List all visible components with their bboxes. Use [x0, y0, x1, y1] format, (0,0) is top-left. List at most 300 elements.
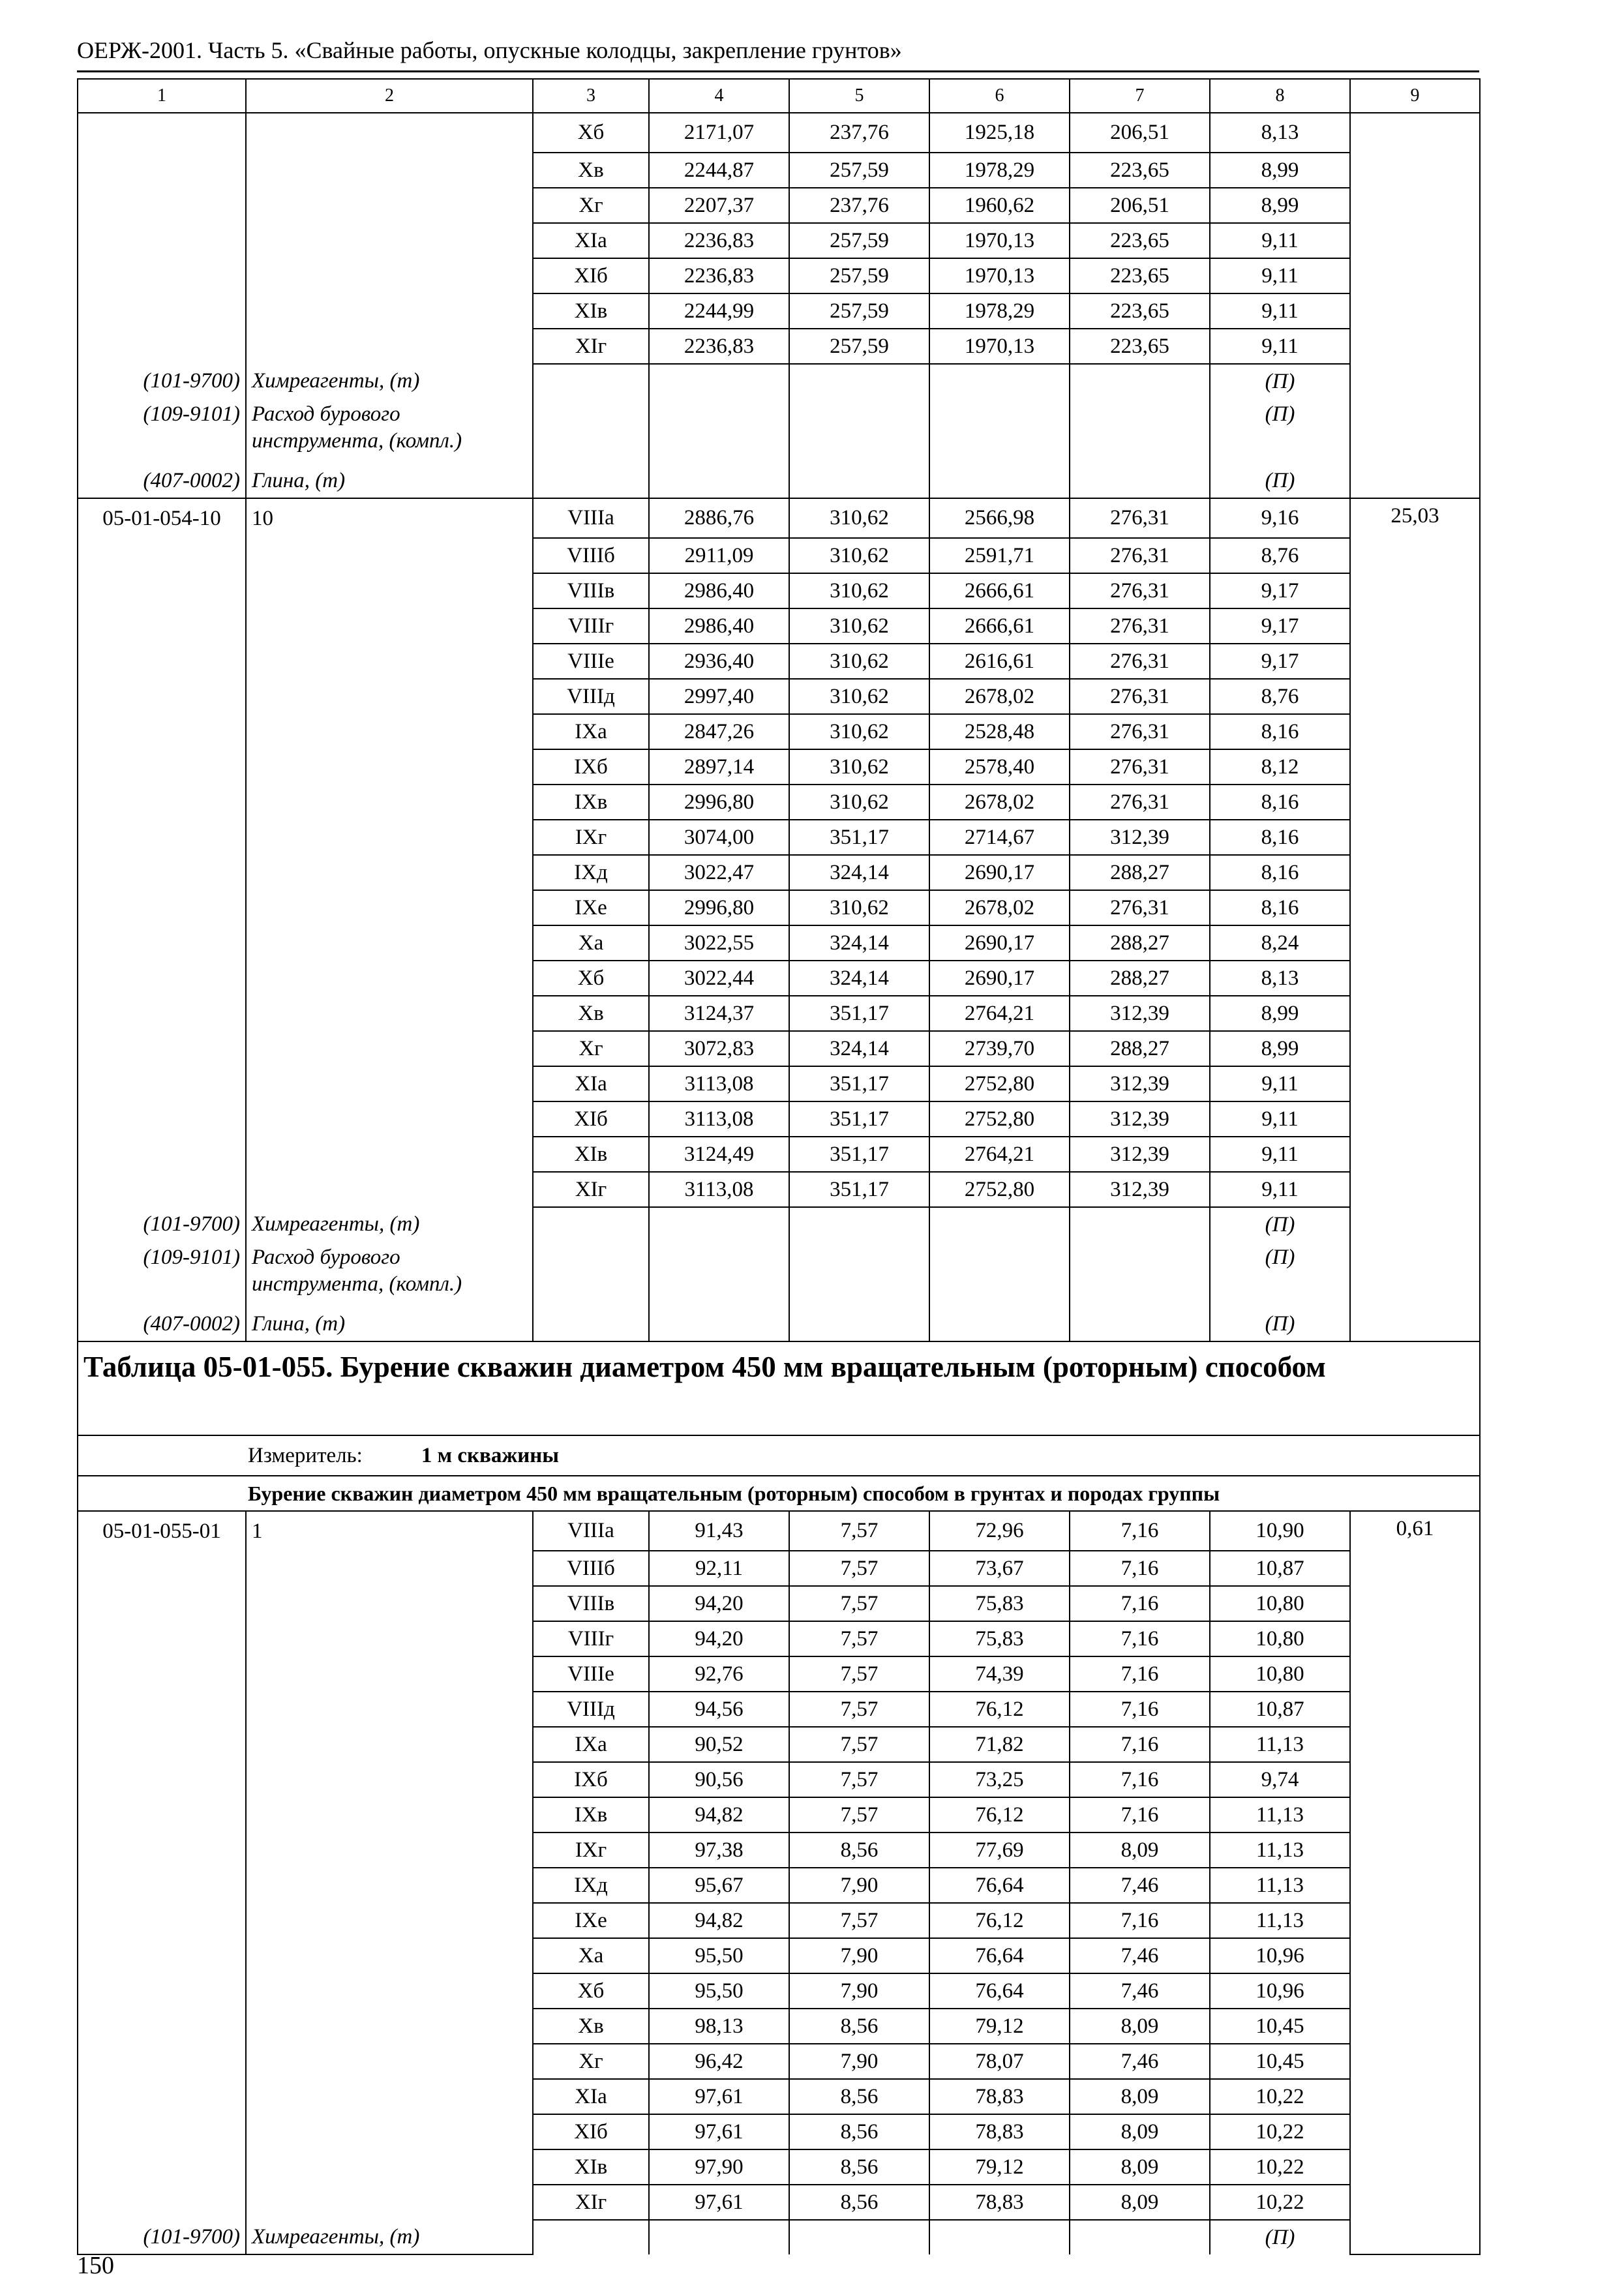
labor-cell	[1350, 1101, 1480, 1137]
soil-group-cell: IХд	[533, 1868, 649, 1903]
machines-cell: 73,25	[929, 1762, 1070, 1797]
soil-group-cell: VIIIв	[533, 573, 649, 608]
resource-row	[78, 464, 1480, 498]
operators-wages-cell: 7,16	[1070, 1586, 1210, 1621]
subheading-text: Бурение скважин диаметром 450 мм вращательным (роторным) способом в грунтах и породах группы	[248, 1481, 1220, 1505]
machines-cell: 1978,29	[929, 293, 1070, 329]
code-cell	[78, 1833, 246, 1868]
code-cell	[78, 1762, 246, 1797]
machines-cell: 2764,21	[929, 996, 1070, 1031]
machines-cell: 79,12	[929, 2149, 1070, 2185]
description-cell	[246, 1762, 533, 1797]
soil-group-cell: VIIIв	[533, 1586, 649, 1621]
labor-cell	[1350, 961, 1480, 996]
description-cell	[246, 820, 533, 855]
materials-cell: 8,76	[1210, 538, 1350, 573]
labor-cell	[1350, 644, 1480, 679]
column-number-cell: 8	[1210, 79, 1350, 113]
soil-group-cell: Хб	[533, 1973, 649, 2009]
machines-cell: 2752,80	[929, 1066, 1070, 1101]
empty-cell	[1070, 464, 1210, 498]
block3-row	[78, 2044, 1480, 2079]
materials-cell: 9,17	[1210, 644, 1350, 679]
total-cost-cell: 92,11	[649, 1551, 789, 1586]
description-cell	[246, 1656, 533, 1692]
code-cell	[78, 188, 246, 223]
labor-cell	[1350, 1797, 1480, 1833]
block2-row	[78, 1031, 1480, 1066]
block3-row	[78, 1586, 1480, 1621]
machines-cell: 78,83	[929, 2114, 1070, 2149]
materials-cell: 8,76	[1210, 679, 1350, 714]
code-cell	[78, 749, 246, 785]
block1-row	[78, 188, 1480, 223]
block3-row	[78, 1551, 1480, 1586]
subheading-cell	[78, 1476, 1480, 1511]
description-cell: 1	[246, 1511, 533, 1551]
materials-cell: 9,11	[1210, 1172, 1350, 1207]
description-cell	[246, 1973, 533, 2009]
total-cost-cell: 2244,99	[649, 293, 789, 329]
labor-cell	[1350, 2079, 1480, 2114]
empty-cell	[533, 398, 649, 464]
code-cell	[78, 1797, 246, 1833]
materials-cell: 8,13	[1210, 113, 1350, 153]
measure-label: Измеритель:	[248, 1443, 363, 1467]
labor-cell	[1350, 1903, 1480, 1938]
operators-wages-cell: 7,16	[1070, 1511, 1210, 1551]
description-cell	[246, 785, 533, 820]
labor-cell	[1350, 855, 1480, 890]
materials-cell: 9,16	[1210, 498, 1350, 538]
labor-cell	[1350, 996, 1480, 1031]
wages-cell: 7,90	[789, 1868, 929, 1903]
operators-wages-cell: 206,51	[1070, 113, 1210, 153]
total-cost-cell: 90,52	[649, 1727, 789, 1762]
materials-cell: 8,99	[1210, 1031, 1350, 1066]
labor-cell	[1350, 608, 1480, 644]
soil-group-cell: ХIв	[533, 293, 649, 329]
block3-row	[78, 1727, 1480, 1762]
machines-cell: 2566,98	[929, 498, 1070, 538]
operators-wages-cell: 223,65	[1070, 153, 1210, 188]
resource-row	[78, 1242, 1480, 1307]
wages-cell: 257,59	[789, 293, 929, 329]
materials-cell: 10,22	[1210, 2079, 1350, 2114]
total-cost-cell: 3113,08	[649, 1066, 789, 1101]
total-cost-cell: 90,56	[649, 1762, 789, 1797]
operators-wages-cell: 8,09	[1070, 2149, 1210, 2185]
code-cell	[78, 890, 246, 925]
block2-row	[78, 1066, 1480, 1101]
machines-cell: 77,69	[929, 1833, 1070, 1868]
wages-cell: 7,90	[789, 2044, 929, 2079]
wages-cell: 8,56	[789, 2114, 929, 2149]
description-cell	[246, 1727, 533, 1762]
block2-row	[78, 785, 1480, 820]
code-cell	[78, 996, 246, 1031]
materials-cell: 11,13	[1210, 1833, 1350, 1868]
wages-cell: 237,76	[789, 188, 929, 223]
description-cell	[246, 1621, 533, 1656]
empty-cell	[929, 398, 1070, 464]
materials-cell: 10,22	[1210, 2149, 1350, 2185]
wages-cell: 7,57	[789, 1692, 929, 1727]
wages-cell: 7,90	[789, 1938, 929, 1973]
materials-cell: 11,13	[1210, 1727, 1350, 1762]
block1-row	[78, 113, 1480, 153]
operators-wages-cell: 8,09	[1070, 2079, 1210, 2114]
page-number: 150	[77, 2252, 114, 2279]
code-cell	[78, 679, 246, 714]
operators-wages-cell: 223,65	[1070, 293, 1210, 329]
total-cost-cell: 94,82	[649, 1797, 789, 1833]
empty-cell	[1350, 1207, 1480, 1242]
description-cell	[246, 329, 533, 364]
materials-cell: 9,11	[1210, 329, 1350, 364]
resource-row	[78, 2220, 1480, 2254]
wages-cell: 351,17	[789, 1101, 929, 1137]
wages-cell: 8,56	[789, 2185, 929, 2220]
wages-cell: 310,62	[789, 498, 929, 538]
resource-code-cell: (109-9101)	[78, 398, 246, 464]
empty-cell	[1070, 1242, 1210, 1307]
soil-group-cell: ХIа	[533, 223, 649, 258]
description-cell	[246, 223, 533, 258]
soil-group-cell: ХIб	[533, 258, 649, 293]
machines-cell: 72,96	[929, 1511, 1070, 1551]
machines-cell: 2752,80	[929, 1101, 1070, 1137]
soil-group-cell: VIIIе	[533, 1656, 649, 1692]
code-cell: 05-01-054-10	[78, 498, 246, 538]
soil-group-cell: IХв	[533, 785, 649, 820]
total-cost-cell: 94,20	[649, 1621, 789, 1656]
block3-row	[78, 1762, 1480, 1797]
total-cost-cell: 2996,80	[649, 785, 789, 820]
soil-group-cell: VIIIа	[533, 498, 649, 538]
code-cell	[78, 2149, 246, 2185]
operators-wages-cell: 7,16	[1070, 1762, 1210, 1797]
machines-cell: 76,64	[929, 1938, 1070, 1973]
labor-cell	[1350, 258, 1480, 293]
materials-cell: 10,22	[1210, 2185, 1350, 2220]
materials-cell: 9,11	[1210, 1137, 1350, 1172]
code-cell	[78, 1692, 246, 1727]
block3-row	[78, 1797, 1480, 1833]
materials-cell: 8,16	[1210, 855, 1350, 890]
machines-cell: 76,12	[929, 1903, 1070, 1938]
materials-cell: 11,13	[1210, 1903, 1350, 1938]
total-cost-cell: 3072,83	[649, 1031, 789, 1066]
machines-cell: 1925,18	[929, 113, 1070, 153]
wages-cell: 257,59	[789, 223, 929, 258]
empty-cell	[929, 364, 1070, 398]
labor-cell	[1350, 1868, 1480, 1903]
labor-cell	[1350, 329, 1480, 364]
resource-name-cell: Глина, (т)	[246, 464, 533, 498]
block3-row	[78, 1692, 1480, 1727]
block2-row	[78, 996, 1480, 1031]
labor-cell	[1350, 293, 1480, 329]
wages-cell: 7,57	[789, 1656, 929, 1692]
description-cell	[246, 1066, 533, 1101]
labor-cell	[1350, 1938, 1480, 1973]
operators-wages-cell: 312,39	[1070, 1101, 1210, 1137]
soil-group-cell: IХг	[533, 1833, 649, 1868]
empty-cell	[929, 1207, 1070, 1242]
block2-row	[78, 679, 1480, 714]
soil-group-cell: VIIIг	[533, 1621, 649, 1656]
wages-cell: 7,57	[789, 1551, 929, 1586]
code-cell	[78, 820, 246, 855]
code-cell	[78, 1101, 246, 1137]
wages-cell: 257,59	[789, 258, 929, 293]
code-cell	[78, 714, 246, 749]
resource-code-cell: (407-0002)	[78, 464, 246, 498]
machines-cell: 2678,02	[929, 679, 1070, 714]
empty-cell	[1070, 1207, 1210, 1242]
description-cell: 10	[246, 498, 533, 538]
block3-row	[78, 2009, 1480, 2044]
total-cost-cell: 98,13	[649, 2009, 789, 2044]
block3-row	[78, 2079, 1480, 2114]
description-cell	[246, 2044, 533, 2079]
soil-group-cell: IХб	[533, 1762, 649, 1797]
materials-cell: 9,11	[1210, 258, 1350, 293]
block1-row	[78, 223, 1480, 258]
labor-cell	[1350, 820, 1480, 855]
column-number-cell: 9	[1350, 79, 1480, 113]
resource-value-cell: (П)	[1210, 364, 1350, 398]
block3-row	[78, 2149, 1480, 2185]
block1-row	[78, 153, 1480, 188]
materials-cell: 8,99	[1210, 153, 1350, 188]
code-cell	[78, 2044, 246, 2079]
column-number-row	[78, 79, 1480, 113]
labor-cell	[1350, 1656, 1480, 1692]
resource-name-cell: Химреагенты, (т)	[246, 1207, 533, 1242]
total-cost-cell: 2911,09	[649, 538, 789, 573]
materials-cell: 8,99	[1210, 996, 1350, 1031]
code-cell	[78, 608, 246, 644]
block3-row	[78, 1938, 1480, 1973]
description-cell	[246, 188, 533, 223]
code-cell	[78, 1903, 246, 1938]
resource-value-cell: (П)	[1210, 398, 1350, 464]
labor-cell	[1350, 1833, 1480, 1868]
operators-wages-cell: 312,39	[1070, 1066, 1210, 1101]
machines-cell: 78,07	[929, 2044, 1070, 2079]
total-cost-cell: 94,20	[649, 1586, 789, 1621]
empty-cell	[533, 2220, 649, 2254]
operators-wages-cell: 7,16	[1070, 1727, 1210, 1762]
wages-cell: 7,90	[789, 1973, 929, 2009]
block3-row	[78, 1903, 1480, 1938]
description-cell	[246, 113, 533, 153]
description-cell	[246, 1692, 533, 1727]
block2-row	[78, 608, 1480, 644]
empty-cell	[789, 1242, 929, 1307]
total-cost-cell: 95,67	[649, 1868, 789, 1903]
materials-cell: 10,96	[1210, 1973, 1350, 2009]
soil-group-cell: IХа	[533, 714, 649, 749]
machines-cell: 76,12	[929, 1797, 1070, 1833]
empty-cell	[649, 364, 789, 398]
machines-cell: 2690,17	[929, 855, 1070, 890]
total-cost-cell: 3022,55	[649, 925, 789, 961]
labor-cell	[1350, 113, 1480, 153]
operators-wages-cell: 223,65	[1070, 223, 1210, 258]
empty-cell	[929, 2220, 1070, 2254]
description-cell	[246, 2149, 533, 2185]
materials-cell: 10,87	[1210, 1692, 1350, 1727]
wages-cell: 351,17	[789, 996, 929, 1031]
description-cell	[246, 890, 533, 925]
resource-value-cell: (П)	[1210, 464, 1350, 498]
machines-cell: 2578,40	[929, 749, 1070, 785]
total-cost-cell: 97,90	[649, 2149, 789, 2185]
code-cell	[78, 1172, 246, 1207]
block2-row	[78, 855, 1480, 890]
empty-cell	[1070, 398, 1210, 464]
machines-cell: 2714,67	[929, 820, 1070, 855]
operators-wages-cell: 276,31	[1070, 538, 1210, 573]
operators-wages-cell: 312,39	[1070, 1172, 1210, 1207]
description-cell	[246, 749, 533, 785]
description-cell	[246, 1101, 533, 1137]
machines-cell: 2666,61	[929, 573, 1070, 608]
machines-cell: 2752,80	[929, 1172, 1070, 1207]
block2-row	[78, 1101, 1480, 1137]
operators-wages-cell: 206,51	[1070, 188, 1210, 223]
code-cell	[78, 1868, 246, 1903]
resource-row	[78, 1207, 1480, 1242]
soil-group-cell: ХIа	[533, 1066, 649, 1101]
description-cell	[246, 538, 533, 573]
labor-cell	[1350, 573, 1480, 608]
soil-group-cell: IХе	[533, 1903, 649, 1938]
code-cell: 05-01-055-01	[78, 1511, 246, 1551]
operators-wages-cell: 288,27	[1070, 855, 1210, 890]
table-title: Таблица 05-01-055. Бурение скважин диаметром 450 мм вращательным (роторным) способом	[78, 1341, 1480, 1435]
description-cell	[246, 258, 533, 293]
code-cell	[78, 961, 246, 996]
empty-cell	[533, 1207, 649, 1242]
resource-name-cell: Глина, (т)	[246, 1307, 533, 1341]
wages-cell: 8,56	[789, 2149, 929, 2185]
description-cell	[246, 679, 533, 714]
wages-cell: 257,59	[789, 153, 929, 188]
operators-wages-cell: 276,31	[1070, 714, 1210, 749]
soil-group-cell: Хг	[533, 1031, 649, 1066]
total-cost-cell: 2997,40	[649, 679, 789, 714]
block3-row	[78, 2114, 1480, 2149]
empty-cell	[1350, 2220, 1480, 2254]
empty-cell	[789, 364, 929, 398]
block3-row	[78, 1656, 1480, 1692]
materials-cell: 9,74	[1210, 1762, 1350, 1797]
soil-group-cell: Хв	[533, 996, 649, 1031]
operators-wages-cell: 312,39	[1070, 996, 1210, 1031]
wages-cell: 257,59	[789, 329, 929, 364]
code-cell	[78, 223, 246, 258]
labor-cell	[1350, 2185, 1480, 2220]
description-cell	[246, 1137, 533, 1172]
description-cell	[246, 608, 533, 644]
description-cell	[246, 1172, 533, 1207]
column-number-cell: 1	[78, 79, 246, 113]
operators-wages-cell: 276,31	[1070, 749, 1210, 785]
code-cell	[78, 1727, 246, 1762]
code-cell	[78, 1137, 246, 1172]
labor-cell	[1350, 1551, 1480, 1586]
soil-group-cell: VIIIе	[533, 644, 649, 679]
description-cell	[246, 2185, 533, 2220]
resource-name-cell: Расход бурового инструмента, (компл.)	[246, 1242, 533, 1307]
block2-row	[78, 538, 1480, 573]
running-header: ОЕРЖ-2001. Часть 5. «Свайные работы, опускные колодцы, закрепление грунтов»	[77, 37, 902, 63]
materials-cell: 10,80	[1210, 1656, 1350, 1692]
resource-value-cell: (П)	[1210, 1307, 1350, 1341]
total-cost-cell: 3124,37	[649, 996, 789, 1031]
resource-name-cell: Расход бурового инструмента, (компл.)	[246, 398, 533, 464]
wages-cell: 310,62	[789, 608, 929, 644]
header-rule	[77, 70, 1479, 72]
total-cost-cell: 97,61	[649, 2079, 789, 2114]
total-cost-cell: 2236,83	[649, 223, 789, 258]
labor-cell	[1350, 2114, 1480, 2149]
description-cell	[246, 1903, 533, 1938]
soil-group-cell: ХIв	[533, 1137, 649, 1172]
column-number-cell: 5	[789, 79, 929, 113]
empty-cell	[649, 464, 789, 498]
wages-cell: 7,57	[789, 1762, 929, 1797]
empty-cell	[1350, 398, 1480, 464]
wages-cell: 7,57	[789, 1586, 929, 1621]
materials-cell: 10,45	[1210, 2009, 1350, 2044]
subheading-row	[78, 1476, 1480, 1511]
soil-group-cell: IХе	[533, 890, 649, 925]
machines-cell: 76,12	[929, 1692, 1070, 1727]
empty-cell	[789, 1307, 929, 1341]
block2-row	[78, 573, 1480, 608]
wages-cell: 8,56	[789, 2079, 929, 2114]
code-cell	[78, 1551, 246, 1586]
block2-row	[78, 1137, 1480, 1172]
materials-cell: 11,13	[1210, 1868, 1350, 1903]
description-cell	[246, 996, 533, 1031]
block2-row	[78, 644, 1480, 679]
total-cost-cell: 2996,80	[649, 890, 789, 925]
code-cell	[78, 2009, 246, 2044]
code-cell	[78, 1066, 246, 1101]
operators-wages-cell: 276,31	[1070, 890, 1210, 925]
operators-wages-cell: 276,31	[1070, 498, 1210, 538]
operators-wages-cell: 7,16	[1070, 1797, 1210, 1833]
total-cost-cell: 95,50	[649, 1938, 789, 1973]
empty-cell	[649, 1307, 789, 1341]
empty-cell	[533, 464, 649, 498]
code-cell	[78, 925, 246, 961]
code-cell	[78, 1938, 246, 1973]
machines-cell: 71,82	[929, 1727, 1070, 1762]
labor-cell	[1350, 1762, 1480, 1797]
machines-cell: 76,64	[929, 1973, 1070, 2009]
materials-cell: 8,16	[1210, 820, 1350, 855]
labor-cell	[1350, 2149, 1480, 2185]
column-number-cell: 4	[649, 79, 789, 113]
operators-wages-cell: 288,27	[1070, 925, 1210, 961]
